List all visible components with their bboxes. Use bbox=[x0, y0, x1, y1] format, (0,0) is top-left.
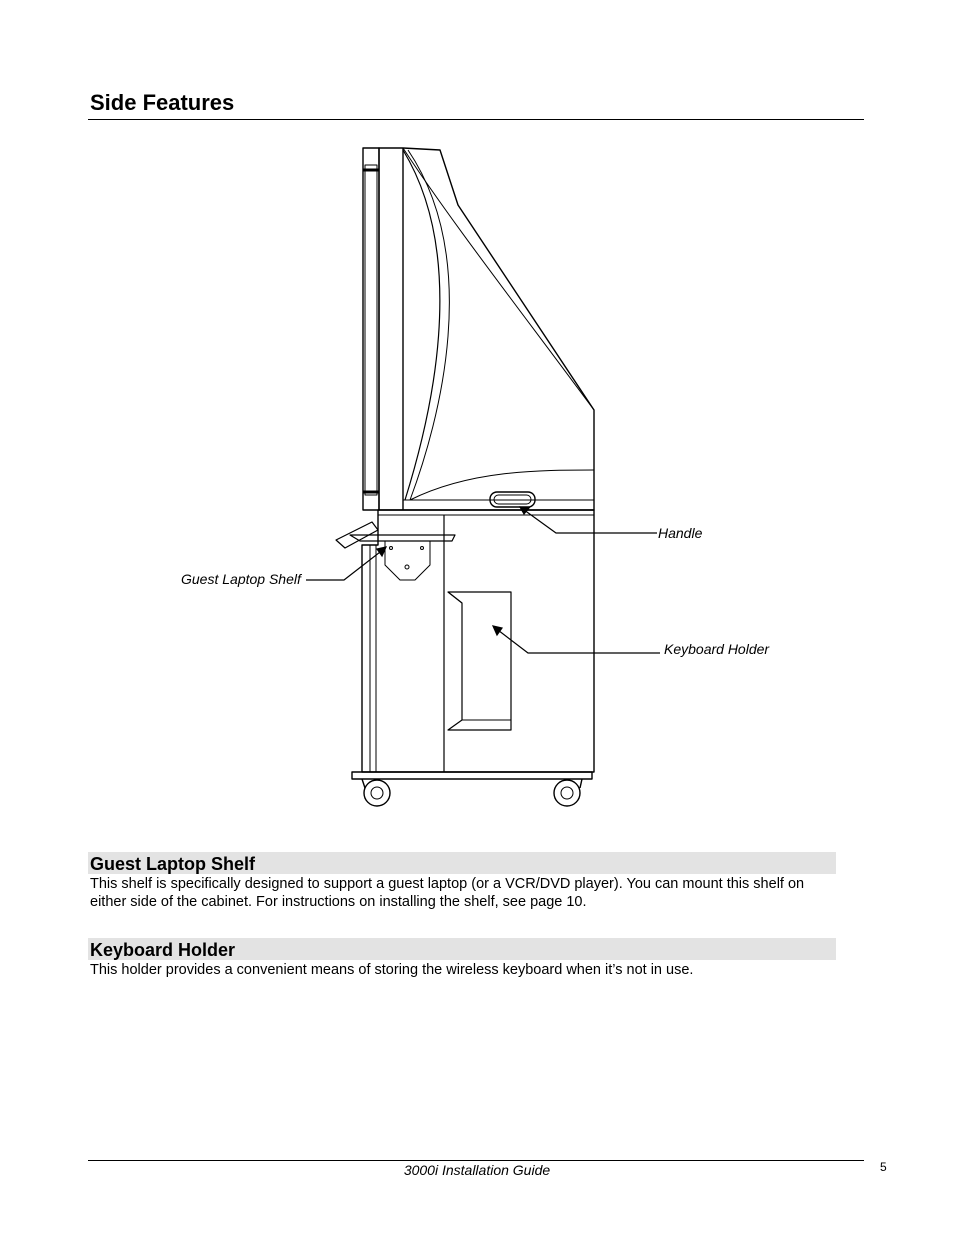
handle-leader-line bbox=[520, 507, 657, 533]
page-number: 5 bbox=[880, 1160, 887, 1174]
keyboard-holder-leader-line bbox=[494, 627, 660, 653]
cabinet-body bbox=[362, 510, 594, 772]
handle-callout: Handle bbox=[658, 525, 703, 541]
caster-right bbox=[554, 779, 582, 806]
laptop-shelf-leader-line bbox=[306, 549, 384, 580]
section-heading: Guest Laptop Shelf bbox=[90, 854, 256, 874]
display-body bbox=[379, 148, 594, 510]
cabinet-base bbox=[352, 772, 592, 779]
caster-left bbox=[362, 779, 390, 806]
keyboard-holder bbox=[448, 592, 511, 730]
section-body: This holder provides a convenient means of storing the wireless keyboard when it’s not in use. bbox=[90, 962, 694, 978]
guest-laptop-shelf bbox=[350, 535, 455, 541]
section-keyboard-holder-bar bbox=[88, 938, 836, 960]
section-heading: Keyboard Holder bbox=[90, 940, 236, 960]
guest-laptop-shelf-callout: Guest Laptop Shelf bbox=[181, 571, 301, 587]
footer-divider bbox=[88, 1160, 864, 1161]
page-title: Side Features bbox=[90, 90, 235, 115]
section-guest-laptop-shelf-bar bbox=[88, 852, 836, 874]
footer-document-title: 3000i Installation Guide bbox=[403, 1162, 551, 1178]
section-body: This shelf is specifically designed to support a guest laptop (or a VCR/DVD player). You can mount this shelf on either side of the cabinet. For instructions on installing the shelf, see page 10. bbox=[90, 876, 805, 910]
keyboard-holder-callout: Keyboard Holder bbox=[664, 641, 770, 657]
